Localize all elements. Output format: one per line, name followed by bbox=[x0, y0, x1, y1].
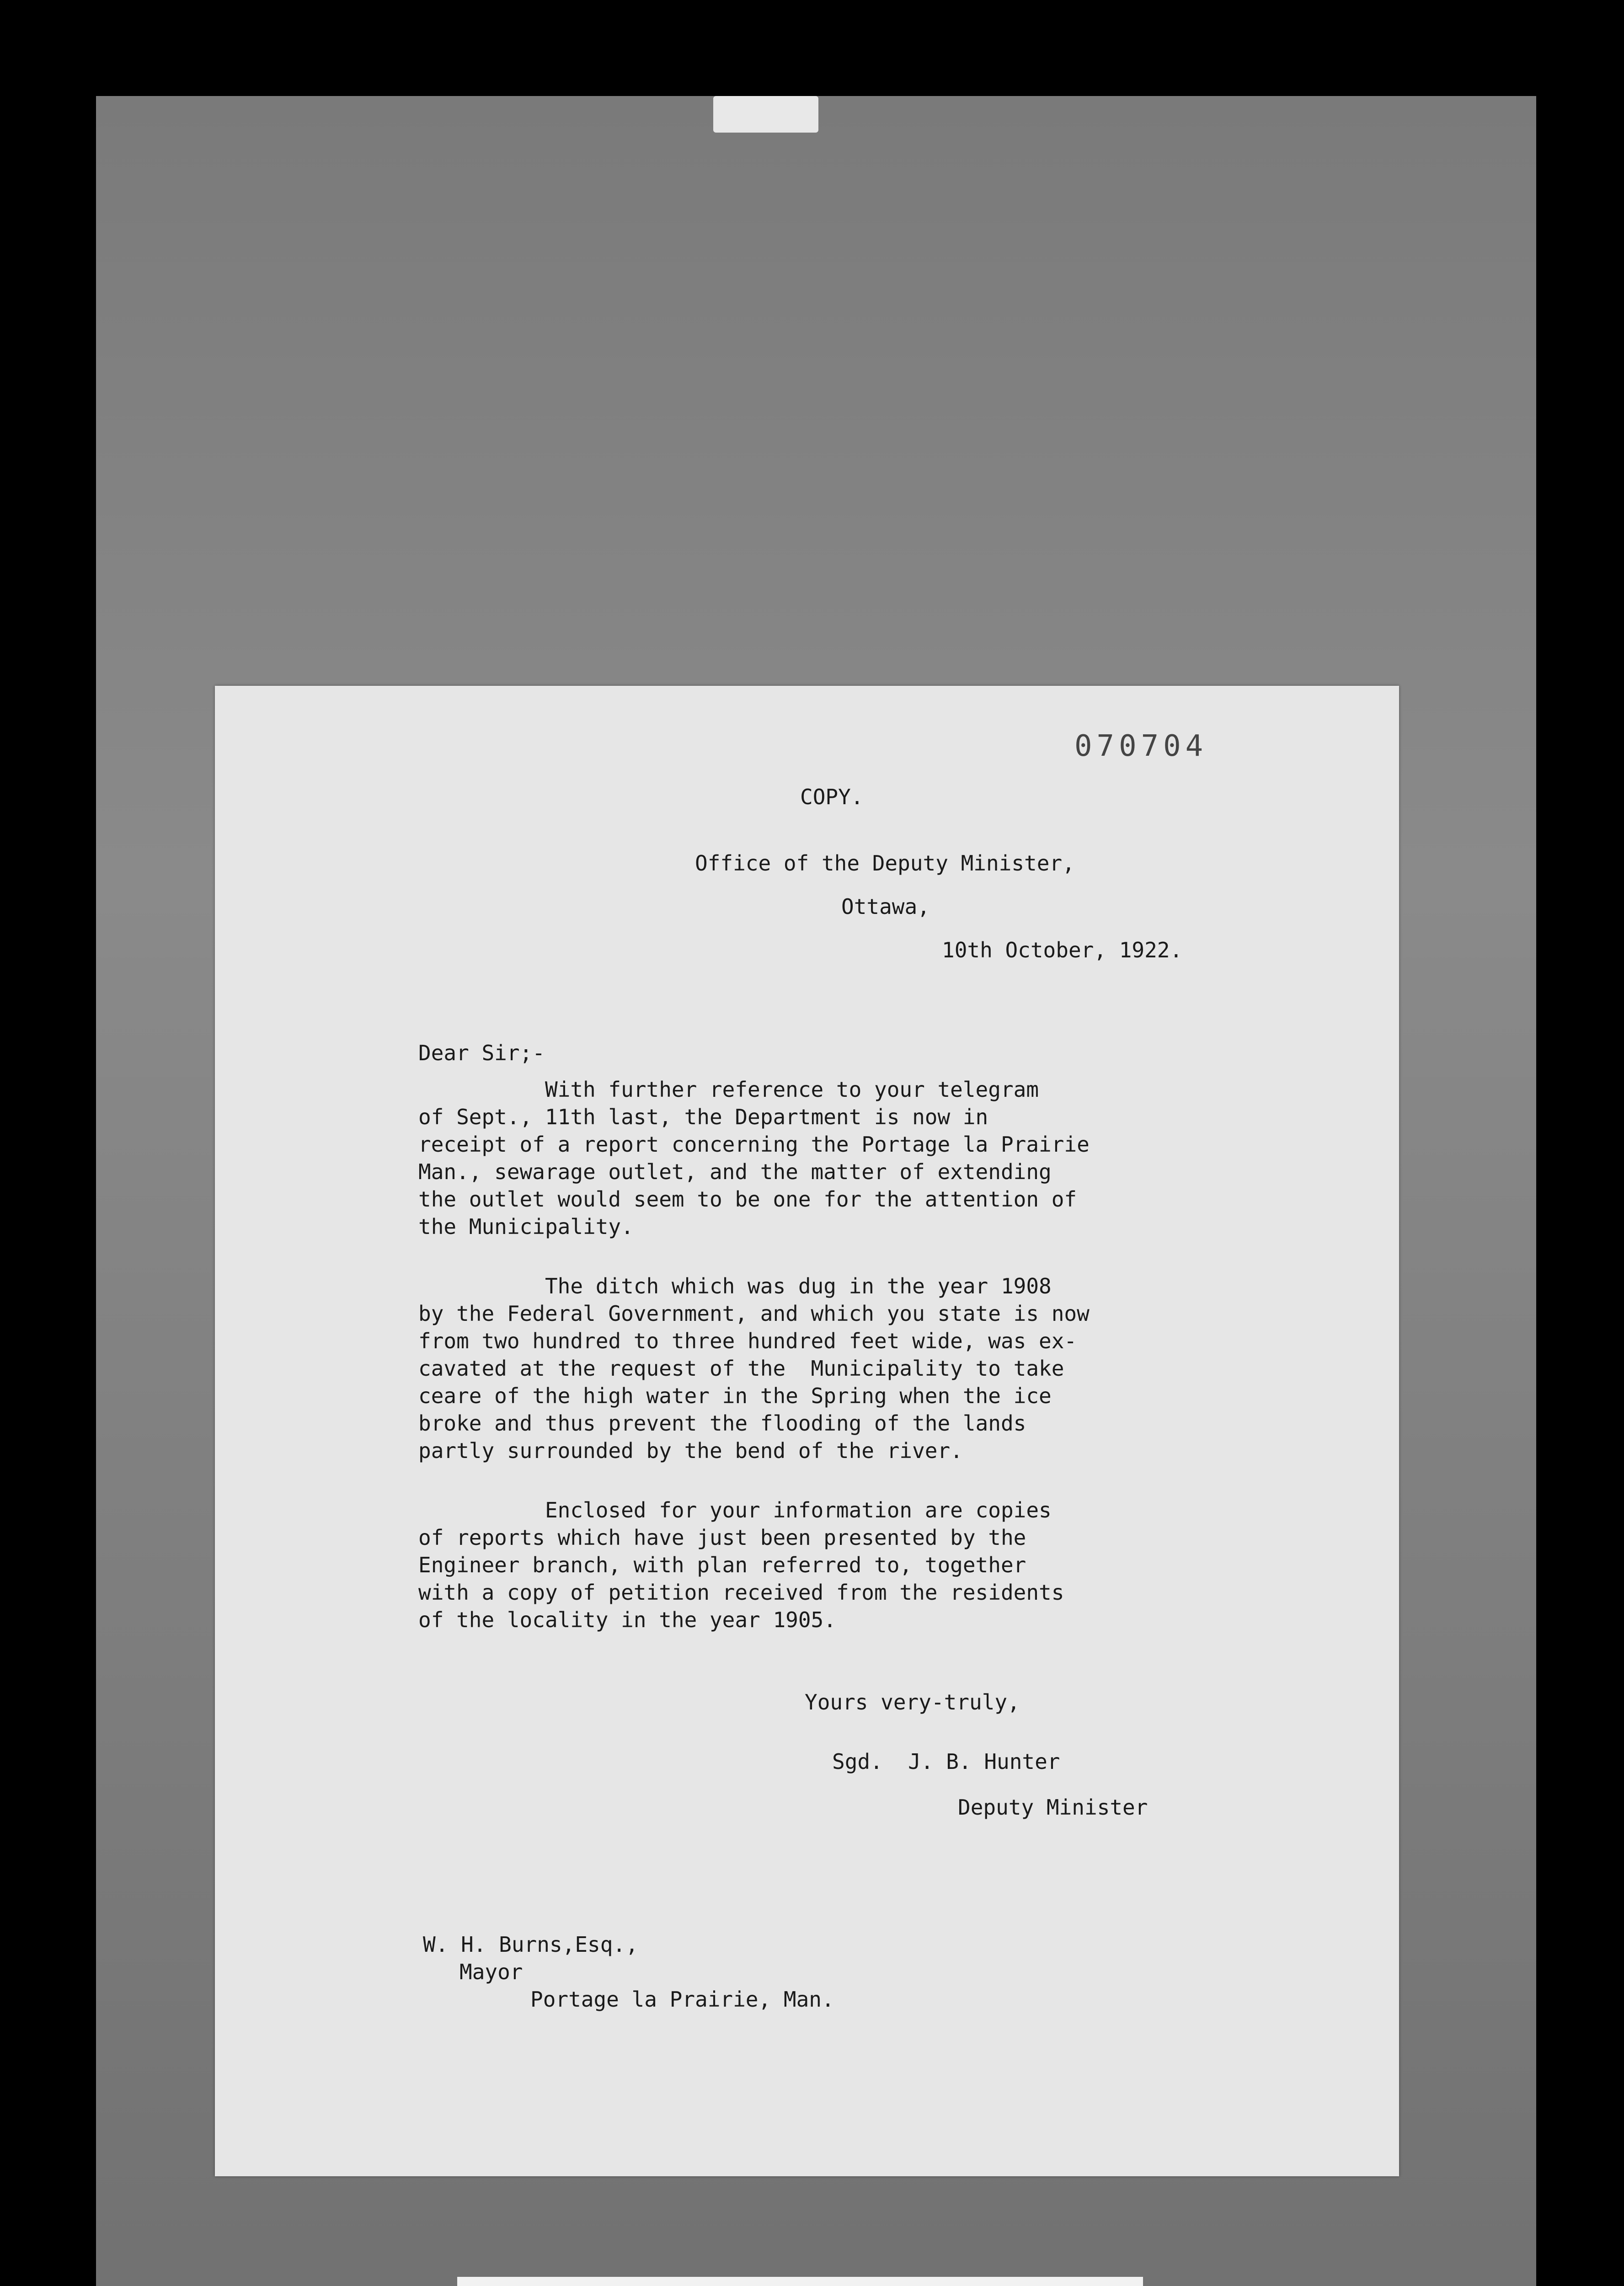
addressee-location: Portage la Prairie, Man. bbox=[530, 1987, 834, 2012]
closing: Yours very-truly, bbox=[805, 1690, 1020, 1714]
body-line: The ditch which was dug in the year 1908 bbox=[418, 1274, 1052, 1298]
body-line: broke and thus prevent the flooding of the lands bbox=[418, 1411, 1026, 1436]
city-line: Ottawa, bbox=[841, 894, 930, 919]
copy-label: COPY. bbox=[800, 785, 864, 809]
signature: Sgd. J. B. Hunter bbox=[832, 1749, 1060, 1774]
body-line: partly surrounded by the bend of the river. bbox=[418, 1438, 963, 1463]
signature-title: Deputy Minister bbox=[958, 1795, 1148, 1820]
body-line: With further reference to your telegram bbox=[418, 1077, 1039, 1102]
body-line: Enclosed for your information are copies bbox=[418, 1498, 1052, 1522]
body-line: of Sept., 11th last, the Department is now in bbox=[418, 1105, 988, 1129]
body-line: ceare of the high water in the Spring when the ice bbox=[418, 1383, 1052, 1408]
body-line: Man., sewarage outlet, and the matter of extending bbox=[418, 1159, 1052, 1184]
salutation: Dear Sir;- bbox=[418, 1041, 545, 1065]
body-line: cavated at the request of the Municipality to take bbox=[418, 1356, 1064, 1381]
addressee-title: Mayor bbox=[459, 1960, 523, 1984]
paper-tab bbox=[713, 96, 818, 133]
body-line: receipt of a report concerning the Portage la Prairie bbox=[418, 1132, 1090, 1157]
letter-page bbox=[215, 686, 1399, 2176]
addressee-name: W. H. Burns,Esq., bbox=[423, 1932, 638, 1957]
body-line: the outlet would seem to be one for the attention of bbox=[418, 1187, 1077, 1212]
body-line: of the locality in the year 1905. bbox=[418, 1608, 836, 1632]
body-line: Engineer branch, with plan referred to, together bbox=[418, 1553, 1026, 1577]
office-line: Office of the Deputy Minister, bbox=[695, 851, 1075, 876]
reference-number: 070704 bbox=[1074, 729, 1208, 763]
series-label bbox=[457, 2277, 1143, 2286]
body-line: of reports which have just been presented by the bbox=[418, 1525, 1026, 1550]
body-line: the Municipality. bbox=[418, 1214, 634, 1239]
body-line: by the Federal Government, and which you state is now bbox=[418, 1301, 1090, 1326]
date-line: 10th October, 1922. bbox=[942, 938, 1183, 962]
body-line: from two hundred to three hundred feet wide, was ex- bbox=[418, 1329, 1077, 1353]
body-line: with a copy of petition received from the residents bbox=[418, 1580, 1064, 1605]
